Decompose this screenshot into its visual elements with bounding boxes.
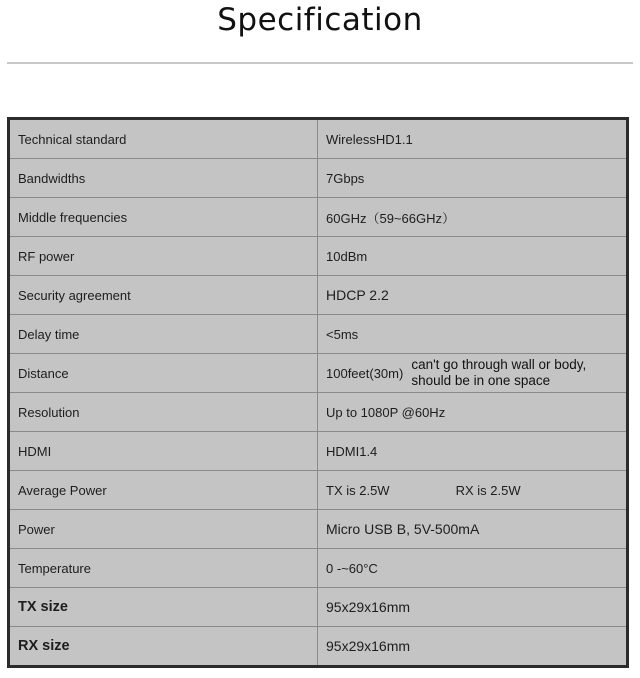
- spec-label: Power: [9, 510, 318, 549]
- table-row: [9, 237, 628, 276]
- table-row: [9, 432, 628, 471]
- table-row: [9, 510, 628, 549]
- table-row: [9, 354, 628, 393]
- spec-value: 7Gbps: [318, 159, 628, 198]
- spec-label: Resolution: [9, 393, 318, 432]
- table-row: [9, 627, 628, 667]
- table-row: [9, 315, 628, 354]
- table-row: [9, 119, 628, 159]
- spec-label: RX size: [9, 627, 318, 667]
- distance-note-line-1: can't go through wall or body,: [411, 357, 587, 372]
- title-divider: [7, 62, 633, 64]
- spec-value: 60GHz（59~66GHz）: [318, 198, 628, 237]
- table-row: [9, 549, 628, 588]
- spec-label: Middle frequencies: [9, 198, 318, 237]
- table-row: [9, 588, 628, 627]
- specification-table: [7, 117, 629, 668]
- distance-note-line-2: should be in one space: [411, 373, 551, 388]
- spec-label: Delay time: [9, 315, 318, 354]
- page-title: Specification: [217, 2, 423, 38]
- spec-label: TX size: [9, 588, 318, 627]
- table-row: [9, 471, 628, 510]
- spec-value: TX is 2.5W: [326, 482, 390, 498]
- table-row: [9, 159, 628, 198]
- spec-label: Bandwidths: [9, 159, 318, 198]
- spec-value: 95x29x16mm: [318, 627, 628, 667]
- spec-value-cell: [318, 354, 628, 393]
- distance-note: [411, 357, 586, 389]
- table-row: [9, 198, 628, 237]
- spec-label: Distance: [9, 354, 318, 393]
- spec-value: 100feet(30m): [326, 365, 404, 381]
- spec-value: 0 -~60°C: [318, 549, 628, 588]
- spec-value: HDMI1.4: [318, 432, 628, 471]
- spec-value: HDCP 2.2: [318, 276, 628, 315]
- spec-value: Micro USB B, 5V-500mA: [318, 510, 628, 549]
- spec-value: 10dBm: [318, 237, 628, 276]
- spec-label: Security agreement: [9, 276, 318, 315]
- spec-label: HDMI: [9, 432, 318, 471]
- distance-value-group: [326, 357, 586, 389]
- spec-value: <5ms: [318, 315, 628, 354]
- spec-label: Average Power: [9, 471, 318, 510]
- table-row: [9, 393, 628, 432]
- table-row: [9, 276, 628, 315]
- spec-value: 95x29x16mm: [318, 588, 628, 627]
- spec-label: RF power: [9, 237, 318, 276]
- spec-value: Up to 1080P @60Hz: [318, 393, 628, 432]
- spec-value: WirelessHD1.1: [318, 119, 628, 159]
- spec-value-cell: [318, 471, 628, 510]
- spec-label: Temperature: [9, 549, 318, 588]
- spec-value-secondary: RX is 2.5W: [455, 482, 521, 498]
- spec-label: Technical standard: [9, 119, 318, 159]
